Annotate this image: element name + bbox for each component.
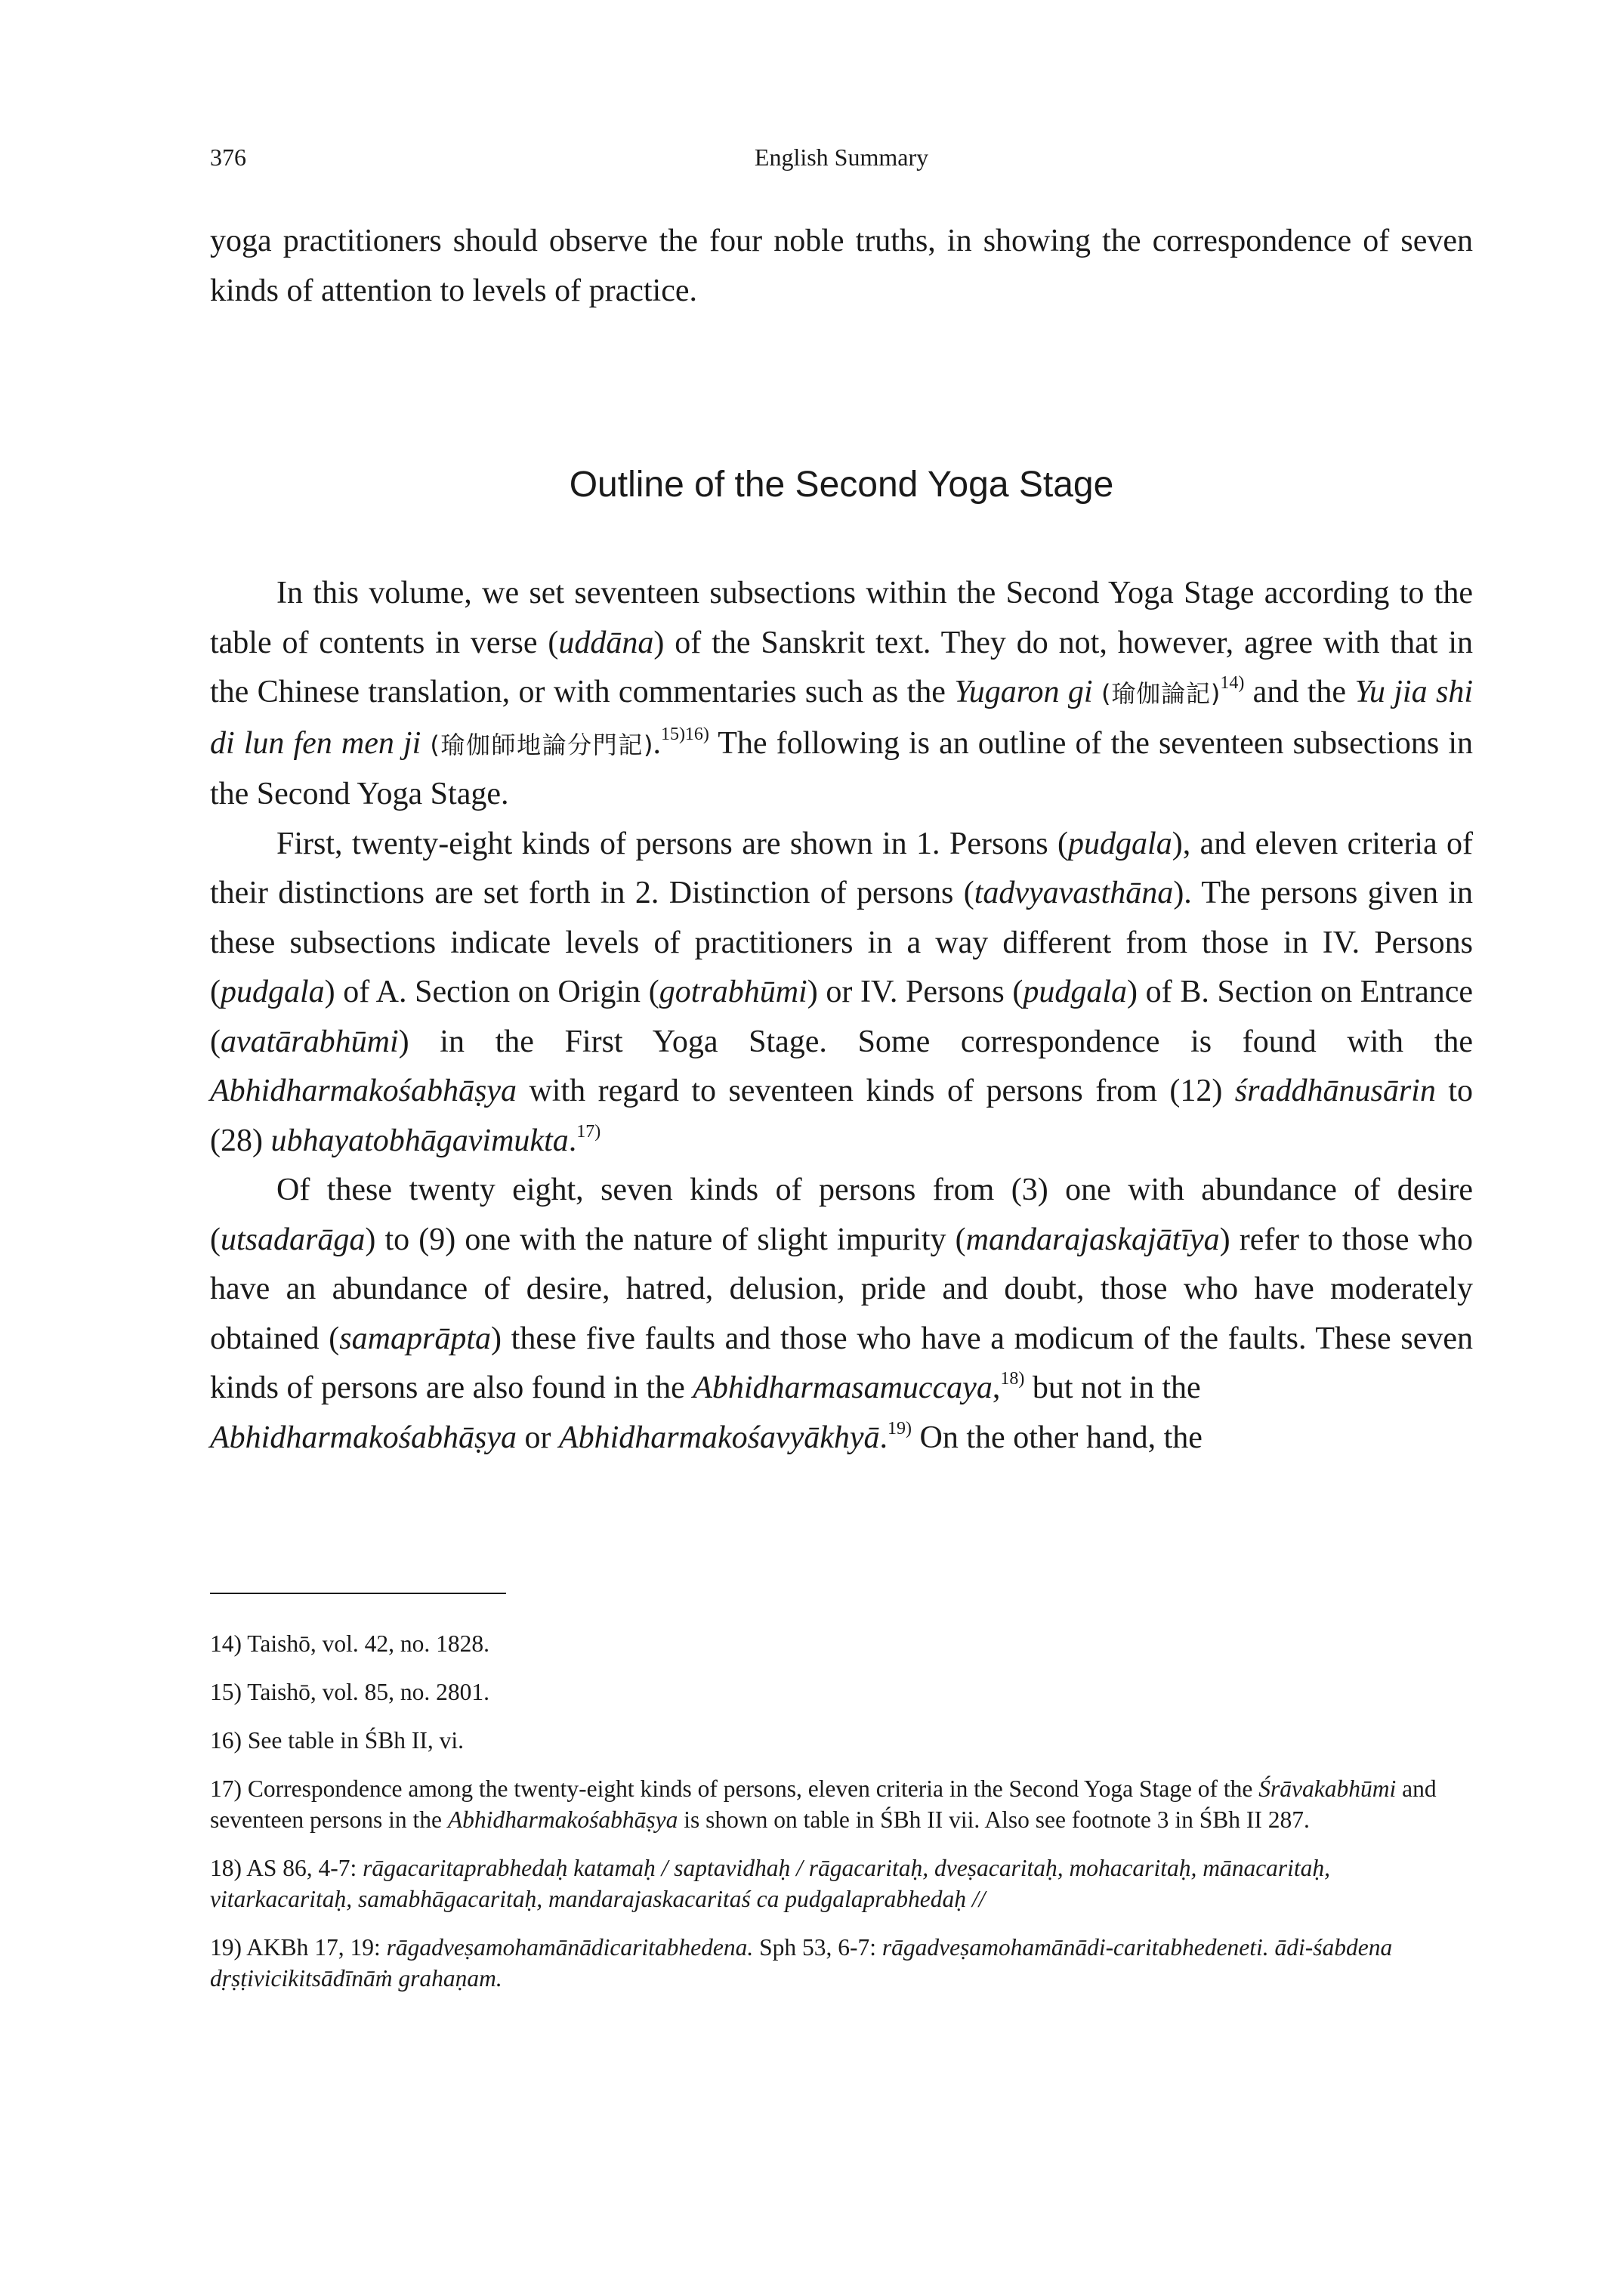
sanskrit-quote: rāgadveṣamohamānādi-caritabhedeneti. ādi-śabdena dṛṣṭivicikitsādīnāṁ grahaṇam. xyxy=(210,1934,1393,1992)
text-run: ) refer to those who have an abundance of desire, hatred, delusion, pride and doubt, those who have moderately obtained ( xyxy=(210,1222,1473,1356)
footnote-ref-15-16: 15)16) xyxy=(660,724,709,744)
text-run: ). The persons given in these subsections indicate levels of practitioners in a way different from those in IV. Persons ( xyxy=(210,876,1473,1009)
text-run: In this volume, we set seventeen subsections within the Second Yoga Stage according to the table of contents in verse ( xyxy=(210,576,1473,660)
cjk-title-2: (瑜伽師地論分門記) xyxy=(430,730,653,759)
footnotes xyxy=(210,1628,1473,2011)
text-run: ) of A. Section on Origin ( xyxy=(324,975,659,1009)
footnote-ref-18: 18) xyxy=(1000,1369,1025,1389)
text-run: ) to (9) one with the nature of slight impurity ( xyxy=(365,1222,966,1257)
text-run: ), and eleven criteria of their distinctions are set forth in 2. Distinction of persons ( xyxy=(210,826,1473,910)
text-run: , xyxy=(992,1370,1001,1405)
term-uddana: uddāna xyxy=(558,625,654,660)
text-run: ) or IV. Persons ( xyxy=(807,975,1023,1009)
text-run: Of these twenty eight, seven kinds of persons from (3) one with abundance of desire ( xyxy=(210,1173,1473,1257)
page-header xyxy=(210,136,1473,181)
footnote-ref-14: 14) xyxy=(1220,673,1245,693)
title-sravakabhumi: Śrāvakabhūmi xyxy=(1258,1775,1397,1802)
title-abhidharmakosavyakhya: Abhidharmakośavyākhyā xyxy=(558,1420,880,1455)
text-run: 18) AS 86, 4-7: xyxy=(210,1855,363,1881)
continuation-paragraph-block xyxy=(210,217,1473,316)
footnote-ref-17: 17) xyxy=(576,1121,601,1142)
term-gotrabhumi: gotrabhūmi xyxy=(659,975,807,1009)
text-run: . xyxy=(879,1420,888,1455)
title-yugaron-gi: Yugaron gi xyxy=(954,675,1093,709)
text-run: ) of B. Section on Entrance ( xyxy=(210,975,1474,1059)
text-run: but not in the xyxy=(1024,1370,1201,1405)
paragraph-1 xyxy=(210,569,1473,820)
term-utsadaraga: utsadarāga xyxy=(221,1222,366,1257)
footnote-separator xyxy=(210,1593,506,1594)
term-mandarajaskajatiya: mandarajaskajātīya xyxy=(965,1222,1220,1257)
paragraph-3 xyxy=(210,1166,1473,1463)
term-pudgala: pudgala xyxy=(1068,826,1172,861)
term-pudgala: pudgala xyxy=(1023,975,1128,1009)
term-sraddhanusarin: śraddhānusārin xyxy=(1234,1074,1436,1108)
title-yu-jia-shi-di-lun: Yu jia shi di lun fen men ji xyxy=(210,675,1473,761)
footnote-17 xyxy=(210,1773,1473,1835)
cjk-title-1: (瑜伽論記) xyxy=(1101,679,1221,708)
term-ubhayatobhagavimukta: ubhayatobhāgavimukta xyxy=(270,1123,569,1158)
continuation-paragraph: yoga practitioners should observe the four noble truths, in showing the correspondence of seven kinds of attention to levels of practice. xyxy=(210,224,1473,308)
term-samaprapta: samaprāpta xyxy=(339,1321,491,1356)
text-run: or xyxy=(516,1420,559,1455)
text-run: 17) Correspondence among the twenty-eight kinds of persons, eleven criteria in the Second Yoga Stage of the xyxy=(210,1775,1259,1802)
text-run: and the xyxy=(1244,675,1355,709)
text-run: ) of the Sanskrit text. They do not, however, agree with that in the Chinese translation, or with commentaries such as the xyxy=(210,625,1474,709)
term-tadvyavasthana: tadvyavasthāna xyxy=(974,876,1174,910)
running-head: English Summary xyxy=(754,144,929,171)
footnote-14: 14) Taishō, vol. 42, no. 1828. xyxy=(210,1630,489,1657)
text-run: First, twenty-eight kinds of persons are shown in 1. Persons ( xyxy=(276,826,1069,861)
text-run: ) these five faults and those who have a modicum of the faults. These seven kinds of persons are also found in the xyxy=(210,1321,1473,1405)
text-run: . xyxy=(568,1123,577,1158)
page-number: 376 xyxy=(210,144,246,171)
footnote-15: 15) Taishō, vol. 85, no. 2801. xyxy=(210,1679,489,1705)
text-run: ) in the First Yoga Stage. Some correspondence is found with the xyxy=(398,1024,1473,1059)
footnote-18 xyxy=(210,1853,1473,1914)
title-abhidharmakosabhasya: Abhidharmakośabhāṣya xyxy=(210,1074,517,1108)
footnote-19 xyxy=(210,1932,1473,1994)
text-run: Sph 53, 6-7: xyxy=(753,1934,882,1961)
text-run: . xyxy=(653,725,661,761)
text-run: and seventeen persons in the xyxy=(210,1775,1437,1833)
text-run: to (28) xyxy=(210,1074,1473,1158)
footnote-ref-19: 19) xyxy=(888,1418,912,1438)
text-run: The following is an outline of the seventeen subsections in the Second Yoga Stage. xyxy=(210,725,1473,811)
main-body xyxy=(210,569,1473,1463)
footnote-16: 16) See table in ŚBh II, vi. xyxy=(210,1727,464,1754)
title-abhidharmakosabhasya: Abhidharmakośabhāṣya xyxy=(210,1420,517,1455)
text-run: 19) AKBh 17, 19: xyxy=(210,1934,387,1961)
term-avatarabhumi: avatārabhūmi xyxy=(221,1024,399,1059)
paragraph-2 xyxy=(210,820,1473,1167)
text-run: with regard to seventeen kinds of persons from (12) xyxy=(516,1074,1235,1108)
text-run: is shown on table in ŚBh II vii. Also see footnote 3 in ŚBh II 287. xyxy=(678,1806,1310,1833)
section-title: Outline of the Second Yoga Stage xyxy=(569,465,1114,505)
sanskrit-quote: rāgacaritaprabhedaḥ katamaḥ / saptavidhaḥ / rāgacaritaḥ, dveṣacaritaḥ, mohacaritaḥ, mānacaritaḥ, vitarkacaritaḥ, samabhāgacaritaḥ, mandarajaskacaritaś ca pudgalaprabhedaḥ // xyxy=(210,1855,1331,1912)
title-abhidharmakosabhasya: Abhidharmakośabhāṣya xyxy=(447,1806,678,1833)
sanskrit-quote: rāgadveṣamohamānādicaritabhedena. xyxy=(386,1934,754,1961)
title-abhidharmasamuccaya: Abhidharmasamuccaya xyxy=(693,1370,993,1405)
text-run: On the other hand, the xyxy=(912,1420,1203,1455)
term-pudgala: pudgala xyxy=(221,975,325,1009)
